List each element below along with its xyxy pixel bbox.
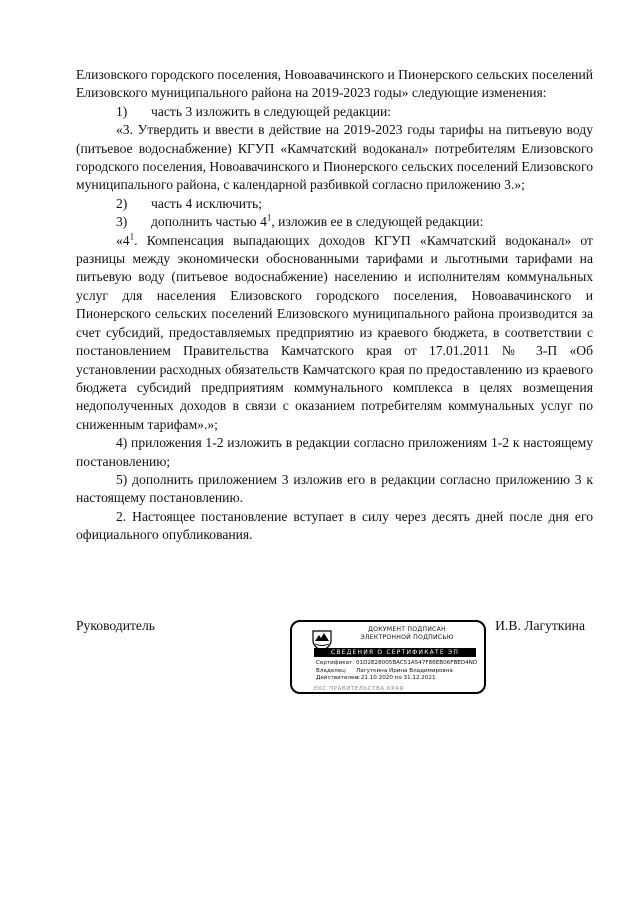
- list-item-2-text: часть 4 исключить;: [151, 195, 262, 211]
- quote-part-4-1-a: «4: [116, 232, 130, 248]
- paragraph-2: 2. Настоящее постановление вступает в силу через десять дней после дня его официального опубликования.: [76, 508, 593, 543]
- quote-part-4-1: [76, 232, 593, 434]
- intro-paragraph: Елизовского городского поселения, Новоавачинского и Пионерского сельских поселений Елизовского муниципального района на 2019-2023 годы» следующие изменения:: [76, 67, 593, 101]
- list-item-2-number: 2): [116, 195, 128, 211]
- list-item-3-superscript: 1: [266, 212, 272, 223]
- quote-part-4-1-b: . Компенсация выпадающих доходов КГУП «Камчатский водоканал» от разницы между экономически обоснованными тарифами и льготными тарифами на питьевую воду (питьевое водоснабжение) населению и исполнителям коммунальных услуг для населения Елизовского городского поселения, Новоавачинского и Пионерского сельских поселений Елизовского муниципального района производится за счет субсидий, предоставляемых предприятию из краевого бюджета, в соответствии с постановлением Правительства Камчатского края от 17.01.2011 № 3-П «Об установлении расходных обязательств Камчатского края по предоставлению из краевого бюджета субсидий предприятиям коммунального комплекса в целях возмещения недополученных доходов в связи с оказанием потребителям коммунальных услуг по сниженным тарифам».»;: [76, 232, 593, 432]
- stamp-row-owner: [316, 668, 478, 676]
- stamp-validity-value: с 21.10.2020 по 31.12.2021: [356, 675, 436, 681]
- stamp-owner-value: Лагуткина Ирина Владимировна: [356, 667, 453, 674]
- list-item-2: [76, 195, 593, 213]
- list-item-3-number: 3): [116, 214, 128, 230]
- electronic-signature-stamp: [290, 620, 486, 694]
- stamp-owner-label: Владелец:: [316, 667, 347, 674]
- stamp-certificate-bar: СВЕДЕНИЯ О СЕРТИФИКАТЕ ЭП: [314, 648, 476, 657]
- stamp-footer: ЕКС ПРАВИТЕЛЬСТВА КРАЯ: [314, 686, 404, 692]
- list-item-1-number: 1): [116, 103, 128, 119]
- list-item-3-text-b: , изложив ее в следующей редакции:: [271, 214, 484, 230]
- stamp-heading: [336, 626, 478, 641]
- list-item-3-text-a: дополнить частью 4: [151, 214, 267, 230]
- stamp-certificate-value: 01D2E28005BAC51A547F86EB06FBED4ND: [356, 660, 478, 666]
- stamp-heading-line-1: ДОКУМЕНТ ПОДПИСАН: [368, 626, 446, 633]
- list-item-1-text: часть 3 изложить в следующей редакции:: [151, 103, 392, 119]
- stamp-row-certificate: [316, 660, 478, 668]
- document-body: [76, 66, 593, 545]
- quote-part-4-1-superscript: 1: [129, 231, 135, 242]
- signature-role: Руководитель: [76, 618, 155, 633]
- list-item-5: 5) дополнить приложением 3 изложив его в редакции согласно приложению 3 к настоящему постановлению.: [76, 471, 593, 506]
- stamp-row-validity: [316, 675, 478, 683]
- quote-part-3: «3. Утвердить и ввести в действие на 2019-2023 годы тарифы на питьевую воду (питьевое водоснабжение) КГУП «Камчатский водоканал» потребителям Елизовского городского поселения, Новоавачинского и Пионерского сельских поселений Елизовского муниципального района, с календарной разбивкой согласно приложению 3.»;: [76, 122, 593, 193]
- list-item-3: [76, 213, 593, 231]
- stamp-validity-label: Действителен:: [316, 675, 360, 681]
- list-item-4: 4) приложения 1-2 изложить в редакции согласно приложениям 1-2 к настоящему постановлению;: [76, 435, 593, 469]
- signature-name: И.В. Лагуткина: [495, 618, 585, 633]
- stamp-details: [316, 660, 478, 683]
- stamp-certificate-label: Сертификат:: [316, 660, 355, 666]
- list-item-3-text: [151, 213, 593, 231]
- stamp-heading-line-2: ЭЛЕКТРОННОЙ ПОДПИСЬЮ: [360, 633, 454, 641]
- list-item-1: [76, 103, 593, 121]
